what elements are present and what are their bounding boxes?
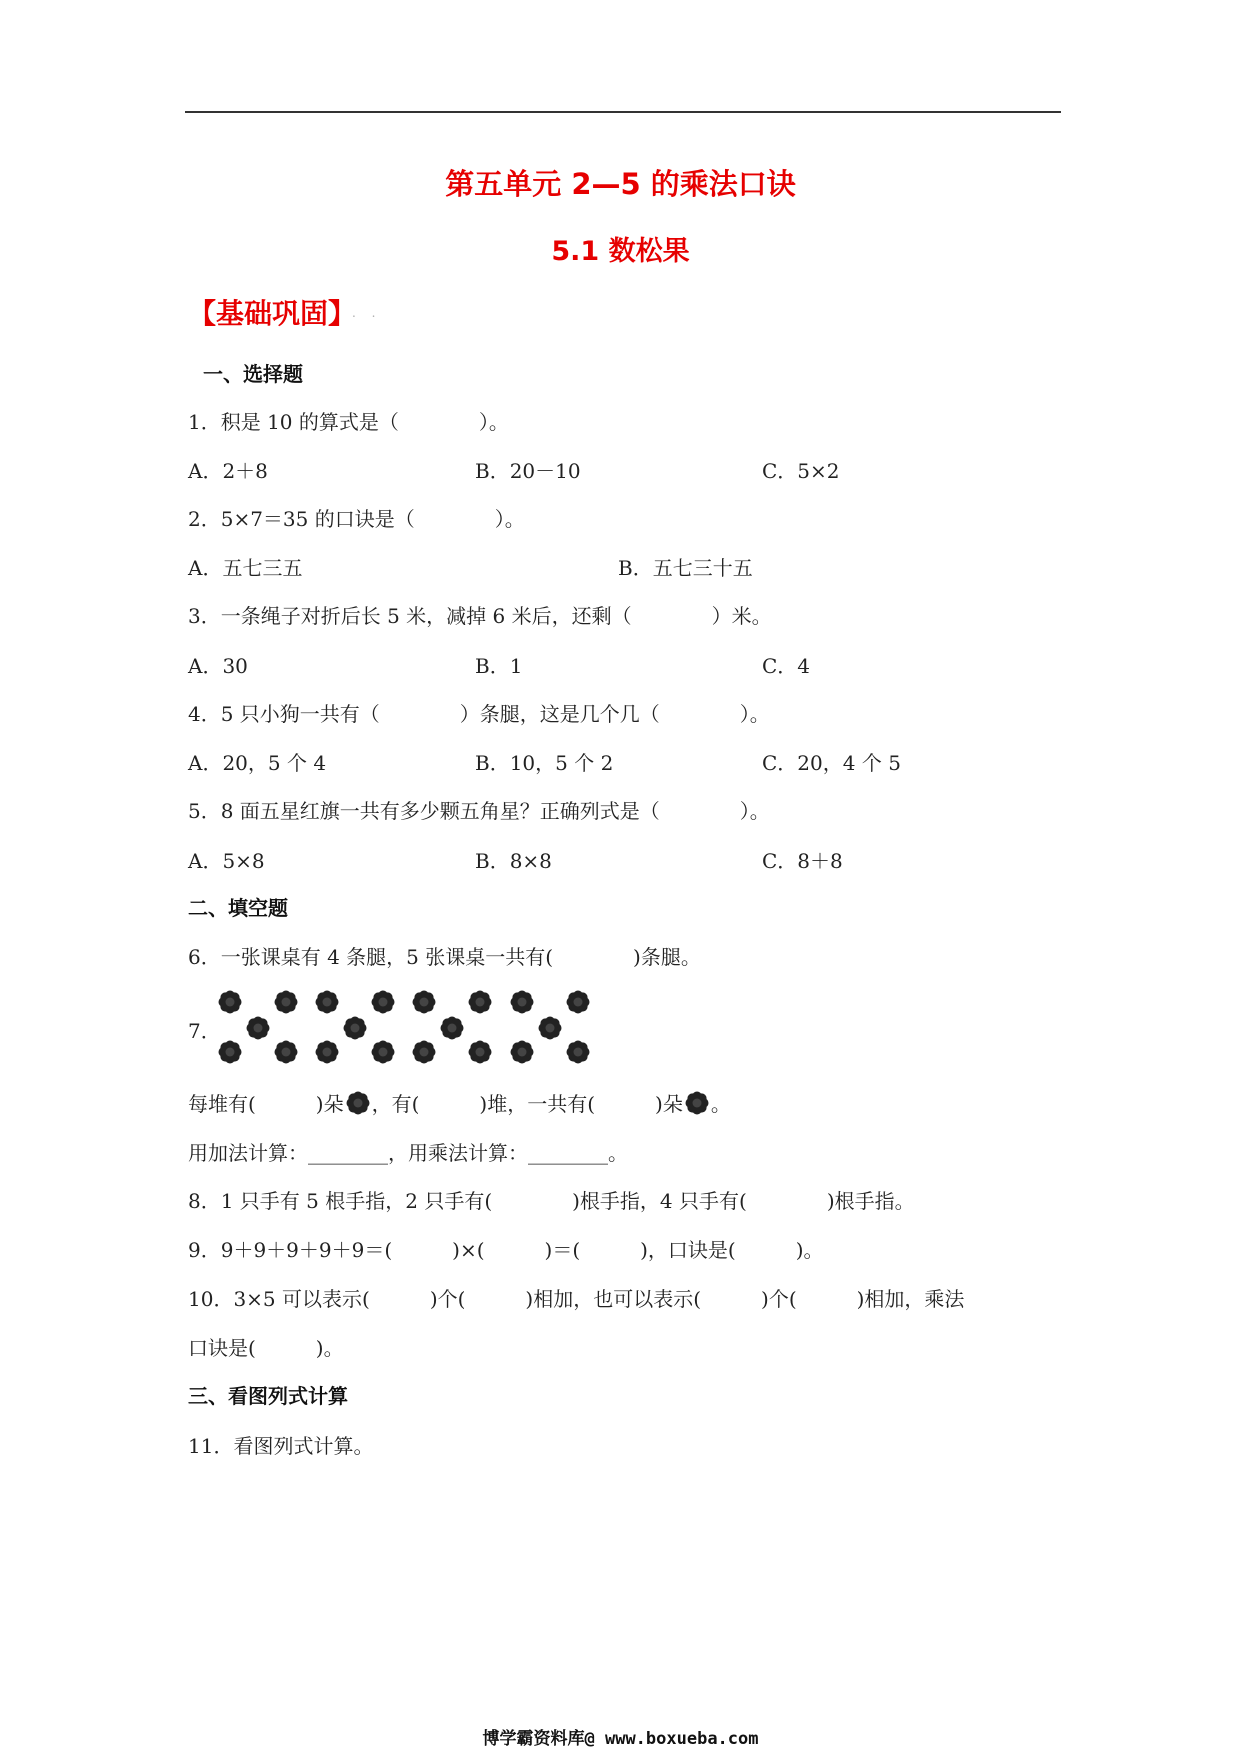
flower-icon — [466, 1038, 494, 1066]
flower-icon — [369, 988, 397, 1016]
footer-watermark: 博学霸资料库@ www.boxueba.com — [482, 1729, 759, 1749]
q5-option-c: C．8＋8 — [762, 849, 843, 873]
flower-icon — [341, 1014, 369, 1042]
flower-icon — [466, 988, 494, 1016]
q4-option-a: A．20，5 个 4 — [188, 751, 327, 775]
flower-icon — [564, 1038, 592, 1066]
unit-title: 第五单元 2—5 的乘法口诀 — [445, 167, 796, 201]
question-6: 6．一张课桌有 4 条腿，5 张课桌一共有( )条腿。 — [188, 945, 701, 969]
question-7-line-2: 用加法计算：________，用乘法计算：________。 — [188, 1141, 628, 1165]
flower-icon — [564, 988, 592, 1016]
q4-option-b: B．10，5 个 2 — [475, 751, 614, 775]
question-3: 3．一条绳子对折后长 5 米，减掉 6 米后，还剩（ ）米。 — [188, 604, 772, 628]
q7-text-a: 每堆有( )朵 — [188, 1092, 344, 1116]
flower-icon — [438, 1014, 466, 1042]
q3-option-a: A．30 — [188, 654, 248, 678]
question-5: 5．8 面五星红旗一共有多少颗五角星？正确列式是（ ）。 — [188, 799, 770, 823]
question-7-line-1 — [188, 1088, 731, 1117]
flower-icon — [244, 1014, 272, 1042]
question-10-line-1: 10．3×5 可以表示( )个( )相加，也可以表示( )个( )相加，乘法 — [188, 1287, 965, 1311]
q1-option-b: B．20－10 — [475, 459, 581, 483]
flower-icon — [216, 1038, 244, 1066]
flower-group — [313, 988, 397, 1066]
lesson-title: 5.1 数松果 — [551, 236, 690, 267]
flower-icon — [272, 1038, 300, 1066]
flower-group — [508, 988, 592, 1066]
question-1: 1．积是 10 的算式是（ ）。 — [188, 410, 509, 434]
q7-text-b: ，有( )堆，一共有( )朵 — [371, 1092, 683, 1116]
question-11: 11．看图列式计算。 — [188, 1434, 374, 1458]
question-4: 4．5 只小狗一共有（ ）条腿，这是几个几（ ）。 — [188, 702, 770, 726]
flower-icon — [410, 1038, 438, 1066]
q5-option-a: A．5×8 — [188, 849, 265, 873]
flower-icon — [508, 1038, 536, 1066]
flower-icon — [313, 1038, 341, 1066]
section-dots: . . — [352, 306, 382, 320]
flower-icon — [683, 1089, 711, 1117]
flower-icon — [272, 988, 300, 1016]
question-7-number: 7． — [188, 1019, 221, 1043]
q3-option-c: C．4 — [762, 654, 811, 678]
q1-option-a: A．2＋8 — [188, 459, 268, 483]
header-rule — [185, 111, 1061, 113]
flower-icon — [508, 988, 536, 1016]
flower-icon — [410, 988, 438, 1016]
part-one-heading: 一、选择题 — [203, 362, 303, 386]
flower-icon — [536, 1014, 564, 1042]
q4-option-c: C．20，4 个 5 — [762, 751, 901, 775]
q5-option-b: B．8×8 — [475, 849, 552, 873]
q1-option-c: C．5×2 — [762, 459, 840, 483]
flower-group — [216, 988, 300, 1066]
flower-group — [410, 988, 494, 1066]
question-9: 9．9＋9＋9＋9＋9＝( )×( )＝( )，口诀是( )。 — [188, 1238, 824, 1262]
part-three-heading: 三、看图列式计算 — [188, 1384, 348, 1408]
q2-option-a: A．五七三五 — [188, 556, 303, 580]
q7-text-c: 。 — [710, 1092, 731, 1116]
q3-option-b: B．1 — [475, 654, 523, 678]
question-2: 2．5×7＝35 的口诀是（ ）。 — [188, 507, 525, 531]
flower-icon — [313, 988, 341, 1016]
question-8: 8．1 只手有 5 根手指，2 只手有( )根手指，4 只手有( )根手指。 — [188, 1189, 915, 1213]
flower-icon — [344, 1089, 372, 1117]
part-two-heading: 二、填空题 — [188, 896, 288, 920]
flower-icon — [216, 988, 244, 1016]
q2-option-b: B．五七三十五 — [618, 556, 753, 580]
question-10-line-2: 口诀是( )。 — [188, 1336, 344, 1360]
flower-icon — [369, 1038, 397, 1066]
section-heading: 【基础巩固】 — [188, 297, 357, 330]
